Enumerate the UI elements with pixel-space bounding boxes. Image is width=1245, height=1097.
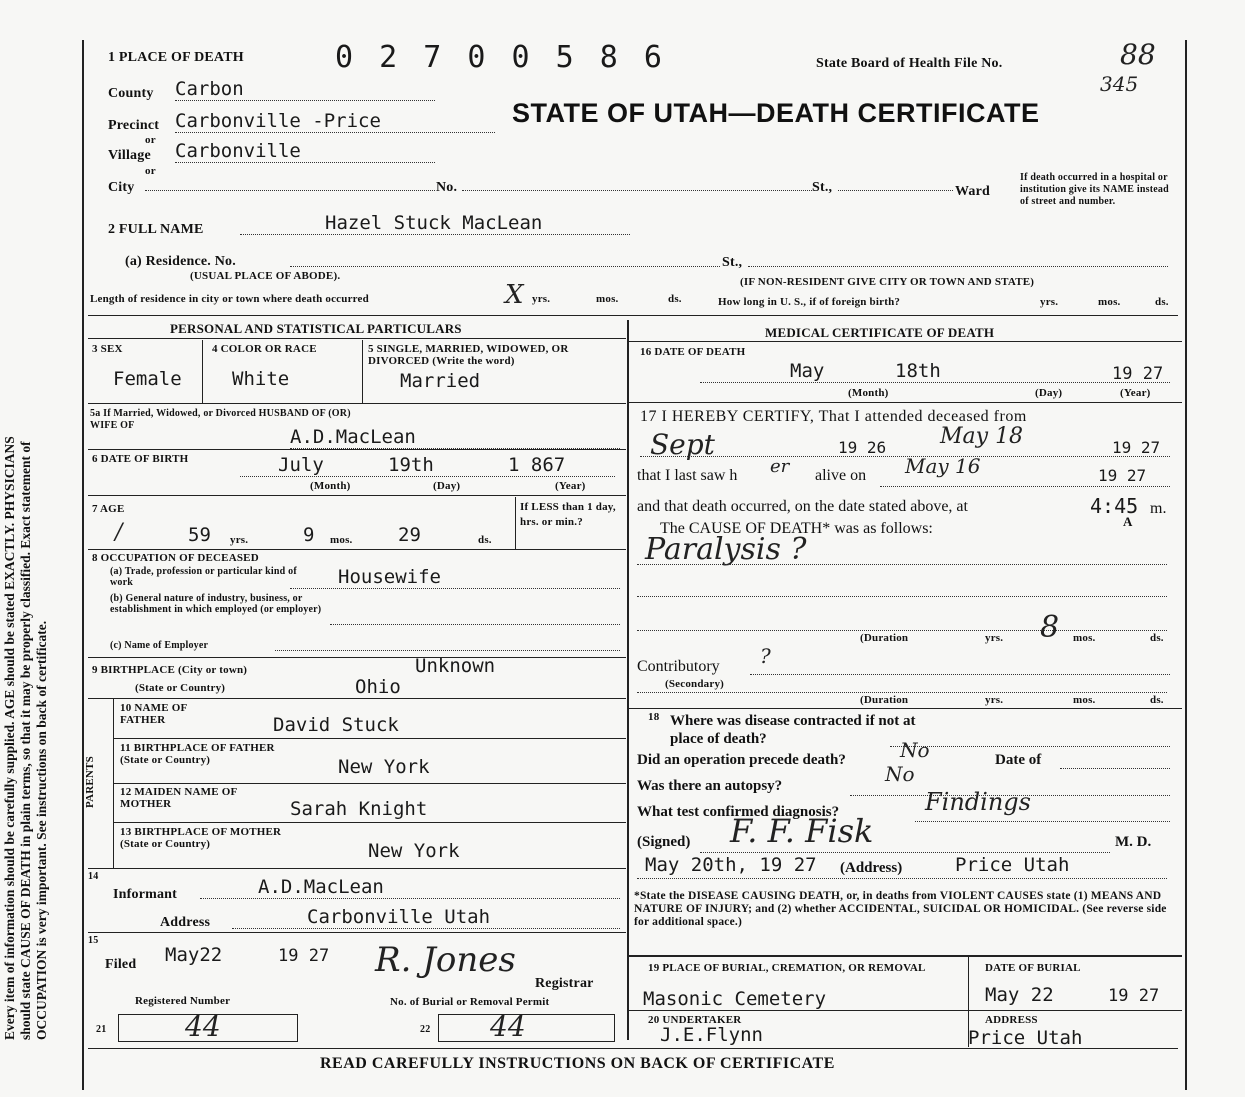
filed-year: 19 27 <box>278 946 330 966</box>
mother-birthplace-value: New York <box>368 840 460 862</box>
dod-year-caption: (Year) <box>1120 387 1151 399</box>
usual-abode-label: (USUAL PLACE OF ABODE). <box>190 270 341 282</box>
alive-on-value: May 16 <box>905 454 981 478</box>
dob-month: July <box>278 454 324 476</box>
file-number-sub: 345 <box>1100 72 1139 96</box>
informant-address-value: Carbonville Utah <box>232 906 620 929</box>
father-name-value: David Stuck <box>273 714 399 736</box>
alive-on-year: 19 27 <box>1098 466 1147 485</box>
filed-label: Filed <box>105 957 137 972</box>
where-contracted-label: Where was disease contracted if not at place of death? <box>670 713 916 747</box>
secondary-duration-label: (Duration <box>860 694 909 706</box>
row-rule-8 <box>88 932 626 933</box>
burial-permit-num: 22 <box>420 1024 431 1035</box>
side-instructions <box>2 40 50 1040</box>
dob-year: 1 867 <box>508 454 566 476</box>
cause-line-3 <box>637 630 1167 631</box>
informant-value: A.D.MacLean <box>200 876 620 899</box>
dob-day: 19th <box>388 454 434 476</box>
occupation-a-label: (a) Trade, profession or particular kind of work <box>110 566 297 588</box>
duration-ds-label: ds. <box>1150 632 1164 644</box>
birthplace-label: 9 BIRTHPLACE (City or town) <box>92 664 248 676</box>
place-of-death-label: 1 PLACE OF DEATH <box>108 50 244 65</box>
ward-line <box>838 190 953 191</box>
dod-line <box>700 382 1170 383</box>
cause-label: The CAUSE OF DEATH* was as follows: <box>660 520 933 537</box>
dob-month-caption: (Month) <box>310 480 351 492</box>
secondary-line <box>637 692 1167 693</box>
county-value: Carbon <box>175 78 435 101</box>
side-instruction-line-2: should state CAUSE OF DEATH in plain terms, so that it may be properly classified. Exact statement of <box>18 441 33 1040</box>
dod-year: 19 27 <box>1112 364 1164 384</box>
burial-date-value: May 22 <box>985 984 1054 1006</box>
age-years: 59 <box>188 524 211 546</box>
father-birthplace-value: New York <box>338 756 430 778</box>
contributory-value: ? <box>760 644 771 668</box>
length-ds-label: ds. <box>668 293 682 305</box>
birthplace-state: Ohio <box>355 676 401 698</box>
burial-permit-box <box>438 1014 615 1042</box>
residence-st-label: St., <box>722 255 743 270</box>
burial-permit-value: 44 <box>490 1010 526 1043</box>
registrar-label: Registrar <box>535 976 594 991</box>
operation-label: Did an operation precede death? <box>637 752 846 768</box>
undertaker-value: J.E.Flynn <box>660 1024 763 1046</box>
parents-side-label: PARENTS <box>84 756 96 808</box>
burial-permit-label: No. of Burial or Removal Permit <box>390 996 550 1008</box>
birthplace-city: Unknown <box>415 655 496 677</box>
marital-value: Married <box>400 370 481 392</box>
residence-state-line <box>748 266 1168 267</box>
sex-label: 3 SEX <box>92 343 123 355</box>
city-st-label: St., <box>812 180 833 195</box>
burial-year-value: 19 27 <box>1108 986 1160 1006</box>
left-border <box>82 40 84 1090</box>
signed-label: (Signed) <box>637 834 691 850</box>
burial-date-label: DATE OF BURIAL <box>985 962 1081 974</box>
operation-value: No <box>900 738 930 762</box>
dod-day: 18th <box>895 360 941 382</box>
autopsy-value: No <box>885 762 915 786</box>
or-label-2: or <box>145 165 156 177</box>
duration-label: (Duration <box>860 632 909 644</box>
header-divider <box>88 315 1178 316</box>
row-rule-1 <box>88 403 626 404</box>
age-yrs-label: yrs. <box>230 534 249 546</box>
occupation-value: Housewife <box>290 566 620 589</box>
birthplace-state-label: (State or Country) <box>135 682 226 694</box>
city-line <box>145 190 435 191</box>
burial-place-value: Masonic Cemetery <box>643 988 827 1010</box>
state-board-label: State Board of Health File No. <box>816 56 1003 71</box>
secondary-mos-label: mos. <box>1073 694 1096 706</box>
color-label: 4 COLOR OR RACE <box>212 343 317 355</box>
row-rule-2 <box>88 449 626 450</box>
duration-yrs-label: yrs. <box>985 632 1004 644</box>
medical-rule-3 <box>629 955 1182 957</box>
marital-label: 5 SINGLE, MARRIED, WIDOWED, OR DIVORCED (Write the word) <box>368 343 569 367</box>
precinct-label: Precinct <box>108 118 160 133</box>
last-saw-gender: er <box>770 456 790 477</box>
village-label: Village <box>108 148 151 163</box>
row-rule-7 <box>88 868 626 869</box>
cause-footnote: *State the DISEASE CAUSING DEATH, or, in deaths from VIOLENT CAUSES state (1) MEANS AND NATURE OF INJURY; and (2) whether ACCIDENTAL, SUICIDAL OR HOMICIDAL. (See reverse side for additional space.) <box>634 890 1167 928</box>
city-no-label: No. <box>436 180 458 195</box>
alive-on-line <box>880 486 1170 487</box>
physician-address-line <box>637 878 1167 879</box>
test-label: What test confirmed diagnosis? <box>637 804 840 820</box>
how-long-us-label: How long in U. S., if of foreign birth? <box>718 296 901 308</box>
filed-date: May22 <box>165 944 223 966</box>
physician-address-label: (Address) <box>840 860 903 876</box>
row-rule-5 <box>88 657 626 658</box>
md-label: M. D. <box>1115 834 1152 850</box>
signed-line <box>700 852 1110 853</box>
sex-divider <box>202 340 203 403</box>
duration-months: 8 <box>1040 610 1060 645</box>
ward-label: Ward <box>955 184 991 199</box>
death-time-m: m. <box>1150 500 1167 517</box>
test-line <box>915 821 1170 822</box>
registered-number-value: 44 <box>185 1010 221 1043</box>
row-rule-4 <box>88 549 626 550</box>
dod-month: May <box>790 360 825 382</box>
father-birthplace-label: 11 BIRTHPLACE OF FATHER (State or Country) <box>120 742 275 766</box>
precinct-value: Carbonville -Price <box>175 110 495 133</box>
length-mos-label: mos. <box>596 293 619 305</box>
color-value: White <box>232 368 290 390</box>
employer-line <box>275 650 620 651</box>
informant-label: Informant <box>113 887 178 902</box>
contributory-line <box>750 674 1170 675</box>
parents-rule-3 <box>113 822 626 823</box>
test-value: Findings <box>925 788 1031 816</box>
death-time-text: and that death occurred, on the date stated above, at <box>637 498 968 515</box>
dob-label: 6 DATE OF BIRTH <box>92 453 189 465</box>
row-rule-3 <box>88 495 626 496</box>
parents-rule-1 <box>113 738 626 739</box>
burial-address-label: ADDRESS <box>985 1014 1038 1026</box>
occupation-b-label: (b) General nature of industry, business, or establishment in which employed (or employer) <box>110 593 322 615</box>
us-ds-label: ds. <box>1155 296 1169 308</box>
attended-to-year: 19 27 <box>1112 438 1161 457</box>
medical-section-title: MEDICAL CERTIFICATE OF DEATH <box>765 325 995 340</box>
street-line <box>462 190 812 191</box>
cause-value: Paralysis ? <box>645 532 807 567</box>
age-check-mark: / <box>115 520 123 545</box>
secondary-yrs-label: yrs. <box>985 694 1004 706</box>
length-yrs-label: yrs. <box>532 293 551 305</box>
mother-birthplace-label: 13 BIRTHPLACE OF MOTHER (State or Country) <box>120 826 282 850</box>
occupation-c-label: (c) Name of Employer <box>110 640 209 651</box>
informant-number: 14 <box>88 871 99 882</box>
personal-section-title: PERSONAL AND STATISTICAL PARTICULARS <box>170 321 462 336</box>
q18-number: 18 <box>648 711 660 723</box>
village-value: Carbonville <box>175 140 435 163</box>
mother-name-value: Sarah Knight <box>290 798 428 820</box>
age-months: 9 <box>303 524 315 546</box>
death-time: 4:45 <box>1090 494 1139 518</box>
date-of-line <box>1060 768 1170 769</box>
registered-number-label: Registered Number <box>135 995 231 1007</box>
row-rule-6 <box>88 698 626 699</box>
where-contracted-line <box>890 746 1170 747</box>
undertaker-label: 20 UNDERTAKER <box>648 1014 742 1026</box>
residence-line <box>290 266 720 267</box>
county-label: County <box>108 86 154 101</box>
side-instruction-line-1: Every item of information should be carefully supplied. AGE should be stated EXACTLY. PHYSICIANS <box>2 436 17 1040</box>
signed-date: May 20th, 19 27 <box>645 854 817 876</box>
contributory-label: Contributory <box>637 658 720 675</box>
secondary-label: (Secondary) <box>665 678 725 690</box>
ward-note: If death occurred in a hospital or institution give its NAME instead of street and number. <box>1020 172 1169 207</box>
registered-number-num: 21 <box>96 1024 107 1035</box>
death-time-am-pm: A <box>1123 514 1133 529</box>
filed-number: 15 <box>88 935 99 946</box>
right-border <box>1185 40 1187 1090</box>
cause-line-2 <box>637 596 1167 597</box>
age-days: 29 <box>398 524 421 546</box>
secondary-ds-label: ds. <box>1150 694 1164 706</box>
non-resident-label: (IF NON-RESIDENT GIVE CITY OR TOWN AND STATE) <box>740 276 1035 288</box>
us-yrs-label: yrs. <box>1040 296 1059 308</box>
length-residence-mark: X <box>505 280 524 310</box>
if-less-label: If LESS than 1 day, hrs. or min.? <box>520 501 616 528</box>
footer-instructions: READ CAREFULLY INSTRUCTIONS ON BACK OF CERTIFICATE <box>320 1055 835 1072</box>
registrar-signature: R. Jones <box>375 940 516 980</box>
attended-from-year: 19 26 <box>838 438 887 457</box>
side-instruction-line-3: OCCUPATION is very important. See instructions on back of certificate. <box>34 620 49 1040</box>
date-of-label: Date of <box>995 752 1042 768</box>
certificate-number: 0 2 7 0 0 5 8 6 <box>335 40 666 75</box>
or-label-1: or <box>145 134 156 146</box>
burial-place-label: 19 PLACE OF BURIAL, CREMATION, OR REMOVAL <box>648 962 926 974</box>
physician-signature: F. F. Fisk <box>730 812 874 850</box>
full-name-value: Hazel Stuck MacLean <box>240 212 630 235</box>
dob-line <box>240 476 615 477</box>
sex-value: Female <box>113 368 182 390</box>
spouse-value: A.D.MacLean <box>290 426 620 449</box>
spouse-label: 5a If Married, Widowed, or Divorced HUSBAND OF (OR) WIFE OF <box>90 408 351 431</box>
full-name-label: 2 FULL NAME <box>108 222 204 237</box>
mother-name-label: 12 MAIDEN NAME OF MOTHER <box>120 786 237 810</box>
cause-line-1 <box>637 564 1167 565</box>
certify-text: 17 I HEREBY CERTIFY, That I attended deceased from <box>640 408 1027 425</box>
burial-rule <box>629 1010 1182 1011</box>
us-mos-label: mos. <box>1098 296 1121 308</box>
medical-rule-2 <box>629 708 1182 709</box>
file-number: 88 <box>1120 38 1156 71</box>
dob-year-caption: (Year) <box>555 480 586 492</box>
age-mos-label: mos. <box>330 534 353 546</box>
personal-title-rule <box>88 338 626 339</box>
occupation-label: 8 OCCUPATION OF DECEASED <box>92 552 259 564</box>
dod-label: 16 DATE OF DEATH <box>640 346 746 358</box>
occupation-b-line <box>330 624 620 625</box>
duration-mos-label: mos. <box>1073 632 1096 644</box>
if-less-divider <box>515 497 516 549</box>
medical-title-rule <box>629 341 1182 342</box>
dod-month-caption: (Month) <box>848 387 889 399</box>
age-ds-label: ds. <box>478 534 492 546</box>
medical-rule-1 <box>629 402 1182 403</box>
burial-address-value: Price Utah <box>968 1027 1083 1049</box>
alive-on-label: alive on <box>815 467 867 484</box>
city-label: City <box>108 180 135 195</box>
attended-from: Sept <box>650 428 715 461</box>
color-divider <box>362 340 363 403</box>
center-divider <box>627 320 629 1040</box>
age-label: 7 AGE <box>92 503 125 515</box>
father-name-label: 10 NAME OF FATHER <box>120 702 187 726</box>
length-residence-label: Length of residence in city or town where death occurred <box>90 293 369 305</box>
dod-day-caption: (Day) <box>1035 387 1063 399</box>
last-saw-label: that I last saw h <box>637 467 738 484</box>
parents-rule-2 <box>113 783 626 784</box>
informant-address-label: Address <box>160 915 211 930</box>
certificate-title: STATE OF UTAH—DEATH CERTIFICATE <box>512 98 1040 128</box>
dob-day-caption: (Day) <box>433 480 461 492</box>
attended-to: May 18 <box>940 424 1024 449</box>
residence-label: (a) Residence. No. <box>125 254 236 269</box>
physician-address: Price Utah <box>955 854 1070 876</box>
autopsy-label: Was there an autopsy? <box>637 778 783 794</box>
